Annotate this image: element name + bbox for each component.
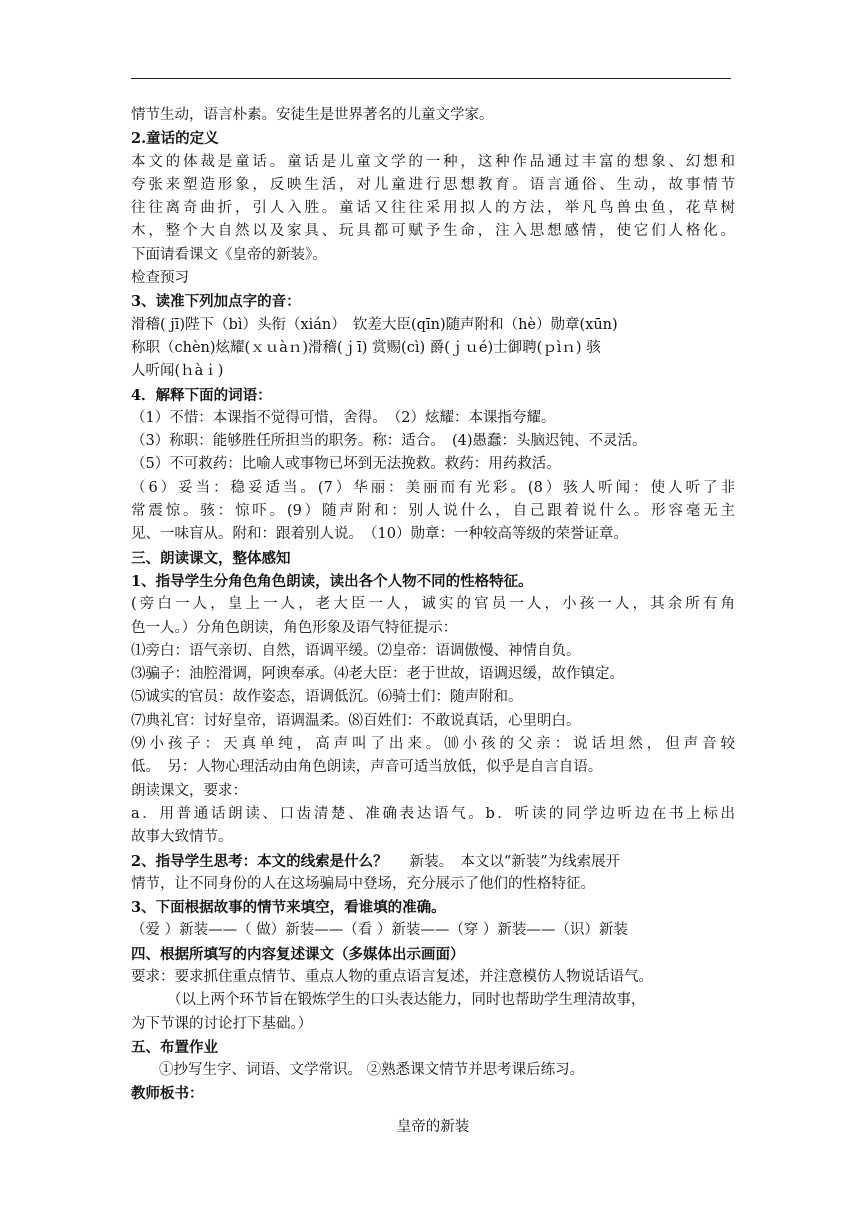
- text-line: （5）不可救药：比喻人或事物已坏到无法挽救。救药：用药救活。: [131, 456, 561, 473]
- section-heading: 3、下面根据故事的情节来填空，看谁填的准确。: [131, 899, 446, 917]
- text-line: 夸张来塑造形象，反映生活，对儿童进行思想教育。语言通俗、生动，故事情节: [131, 176, 735, 193]
- text-line: 见、一味盲从。附和：跟着别人说。 （10）勋章：一种较高等级的荣誉证章。: [131, 526, 628, 543]
- section-heading: 4．解释下面的词语：: [131, 386, 272, 404]
- header-rule: [131, 78, 731, 79]
- text-line: 低。 另：人物心理活动由角色朗读，声音可适当放低，似乎是自言自语。: [131, 759, 603, 776]
- answer-text: 新装。 本文以“新装”为线索展开: [409, 853, 621, 870]
- text-line: 故事大致情节。: [131, 829, 233, 846]
- section-heading: 1、指导学生分角色角色朗读，读出各个人物不同的性格特征。: [131, 572, 533, 590]
- text-line: 要求：要求抓住重点情节、重点人物的重点语言复述，并注意模仿人物说话语气。: [131, 968, 653, 985]
- text-line: ①抄写生字、词语、文学常识。 ②熟悉课文情节并思考课后练习。: [159, 1062, 585, 1079]
- text-line: （6）妥当：稳妥适当。(7）华丽：美丽而有光彩。(8）骇人听闻：使人听了非: [131, 479, 735, 496]
- text-line: （3）称职：能够胜任所担当的职务。称：适合。 (4)愚蠢：头脑迟钝、不灵活。: [131, 433, 647, 450]
- text-line: 木，整个大自然以及家具、玩具都可赋予生命，注入思想感情，使它们人格化。: [131, 223, 735, 240]
- text-line: a．用普通话朗读、口齿清楚、准确表达语气。b．听读的同学边听边在书上标出: [131, 805, 735, 822]
- text-line: ⑶骗子：油腔滑调，阿谀奉承。⑷老大臣：老于世故，语调迟缓，故作镇定。: [131, 666, 624, 683]
- text-line: ⑼小孩子：天真单纯，高声叫了出来。⑽小孩的父亲：说话坦然，但声音较: [131, 736, 735, 753]
- text-line: 下面请看课文《皇帝的新装》。: [131, 246, 327, 263]
- text-line: 往往离奇曲折，引人入胜。童话又往往采用拟人的方法，举凡鸟兽虫鱼，花草树: [131, 200, 735, 217]
- text-line: 本文的体裁是童话。童话是儿童文学的一种，这种作品通过丰富的想象、幻想和: [131, 153, 735, 170]
- text-line: （以上两个环节旨在锻炼学生的口头表达能力，同时也帮助学生理清故事，: [167, 992, 646, 1009]
- text-line: (旁白一人，皇上一人，老大臣一人，诚实的官员一人，小孩一人，其余所有角: [131, 596, 735, 613]
- section-heading: 三、朗读课文，整体感知: [131, 549, 291, 567]
- text-line: 为下节课的讨论打下基础。）: [131, 1015, 313, 1032]
- text-line: ⑴旁白：语气亲切、自然，语调平缓。⑵皇帝：语调傲慢、神情自负。: [131, 642, 581, 659]
- text-line: 朗读课文，要求：: [131, 782, 247, 799]
- section-heading: 教师板书：: [131, 1085, 204, 1103]
- text-line: （1）不惜：本课指不觉得可惜，舍得。 （2）炫耀：本课指夸耀。: [131, 409, 556, 426]
- section-heading: 四、根据所填写的内容复述课文（多媒体出示画面）: [131, 945, 465, 963]
- section-heading: 3、读准下列加点字的音：: [131, 293, 301, 311]
- text-line: 称职（chèn)炫耀(ｘｕàｎ)滑稽(ｊī) 赏赐(cì) 爵(ｊｕé)士御聘(ｐìｎ) 骇: [131, 339, 601, 356]
- text-line-mixed: [131, 850, 735, 873]
- text-line: 情节生动，语言朴素。安徒生是世界著名的儿童文学家。: [131, 107, 494, 123]
- text-line: 色一人。）分角色朗读，角色形象及语气特征提示：: [131, 619, 458, 636]
- spacer: [131, 1106, 735, 1116]
- text-line: 情节，让不同身份的人在这场骗局中登场，充分展示了他们的性格特征。: [131, 875, 595, 892]
- text-line: ⑺典礼官：讨好皇帝，语调温柔。⑻百姓们：不敢说真话，心里明白。: [131, 712, 581, 729]
- text-line: 检查预习: [131, 270, 189, 287]
- text-line: 人听闻(ｈàｉ): [131, 363, 224, 380]
- text-line: （爱 ）新装——（ 做）新装——（看 ）新装——（穿 ）新装——（识）新装: [131, 922, 628, 939]
- text-line: ⑸诚实的官员：故作姿态，语调低沉。⑹骑士们：随声附和。: [131, 689, 523, 706]
- board-title: 皇帝的新装: [396, 1118, 470, 1135]
- text-line: 常震惊。骇：惊吓。(9）随声附和：别人说什么，自己跟着说什么。形容毫无主: [131, 503, 735, 520]
- text-line: 滑稽( jī)陛下（bì）头衔（xián） 钦差大臣(qīn)随声附和（hè）勋章(xūn): [131, 316, 618, 333]
- document-body: [131, 104, 735, 1139]
- section-heading: 五、布置作业: [131, 1038, 218, 1056]
- section-heading: 2.童话的定义: [131, 130, 219, 148]
- question-heading: 2、指导学生思考：本文的线索是什么？: [131, 852, 388, 870]
